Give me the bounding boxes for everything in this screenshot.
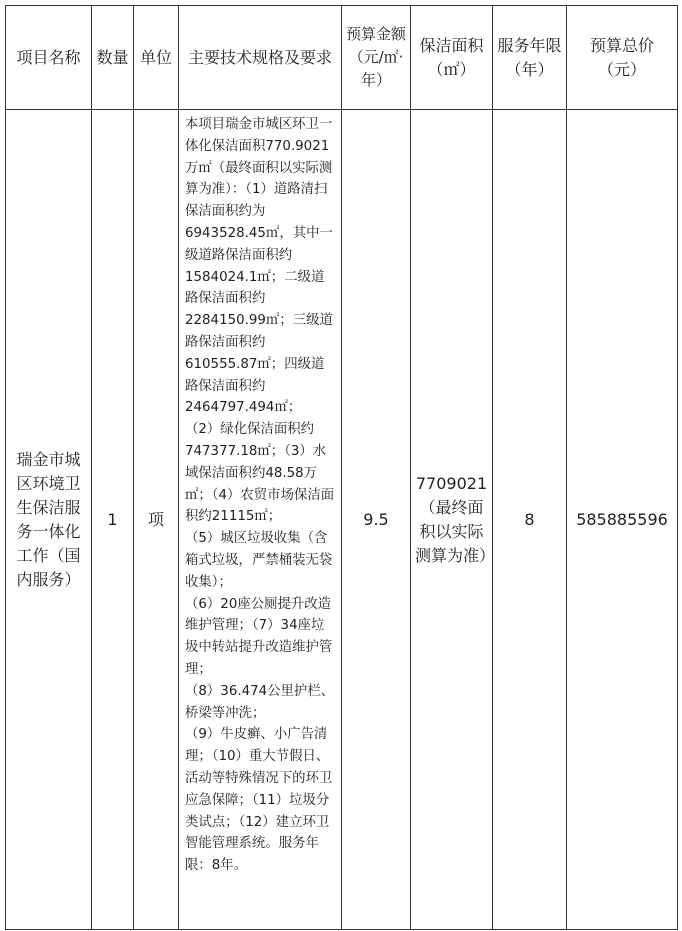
header-specs: 主要技术规格及要求: [179, 6, 342, 110]
header-budget-total: 预算总价（元）: [567, 6, 678, 110]
cell-service-years: 8: [493, 110, 567, 930]
procurement-table-container: [5, 5, 678, 930]
header-budget-price: 预算金额（元/㎡·年）: [342, 6, 411, 110]
cell-clean-area: 7709021（最终面积以实际测算为准）: [411, 110, 493, 930]
cell-unit: 项: [134, 110, 179, 930]
cell-project-name: 瑞金市城区环境卫生保洁服务一体化工作（国内服务）: [6, 110, 92, 930]
specs-text: 本项目瑞金市城区环卫一体化保洁面积770.9021万㎡（最终面积以实际测算为准）：（1）道路清扫保洁面积约为6943528.45㎡，其中一级道路保洁面积约1584024.1㎡；二级道路保洁面积约2284150.99㎡；三级道路保洁面积约610555.87㎡；四级道路保洁面积约2464797.494㎡； （2）绿化保洁面积约747377.18㎡；（3）水域保洁面积约48.58万㎡；（4）农贸市场保洁面积约21115㎡； （5）城区垃圾收集（含箱式垃圾，严禁桶装无袋收集）； （6）20座公厕提升改造维护管理；（7）34座垃圾中转站提升改造维护管理； （8）36.474公里护栏、桥梁等冲洗； （9）牛皮癣、小广告清理；（10）重大节假日、活动等特殊情况下的环卫应急保障；（11）垃圾分类试点；（12）建立环卫智能管理系统。服务年限：8年。: [185, 117, 335, 874]
procurement-table: [5, 5, 678, 930]
cell-quantity: 1: [92, 110, 134, 930]
header-quantity: 数量: [92, 6, 134, 110]
cell-budget-price: 9.5: [342, 110, 411, 930]
cell-budget-total: 585885596: [567, 110, 678, 930]
header-project-name: 项目名称: [6, 6, 92, 110]
header-clean-area: 保洁面积（㎡）: [411, 6, 493, 110]
header-row: [6, 6, 678, 110]
cell-specs: [179, 110, 342, 930]
header-unit: 单位: [134, 6, 179, 110]
table-row: [6, 110, 678, 930]
header-service-years: 服务年限（年）: [493, 6, 567, 110]
